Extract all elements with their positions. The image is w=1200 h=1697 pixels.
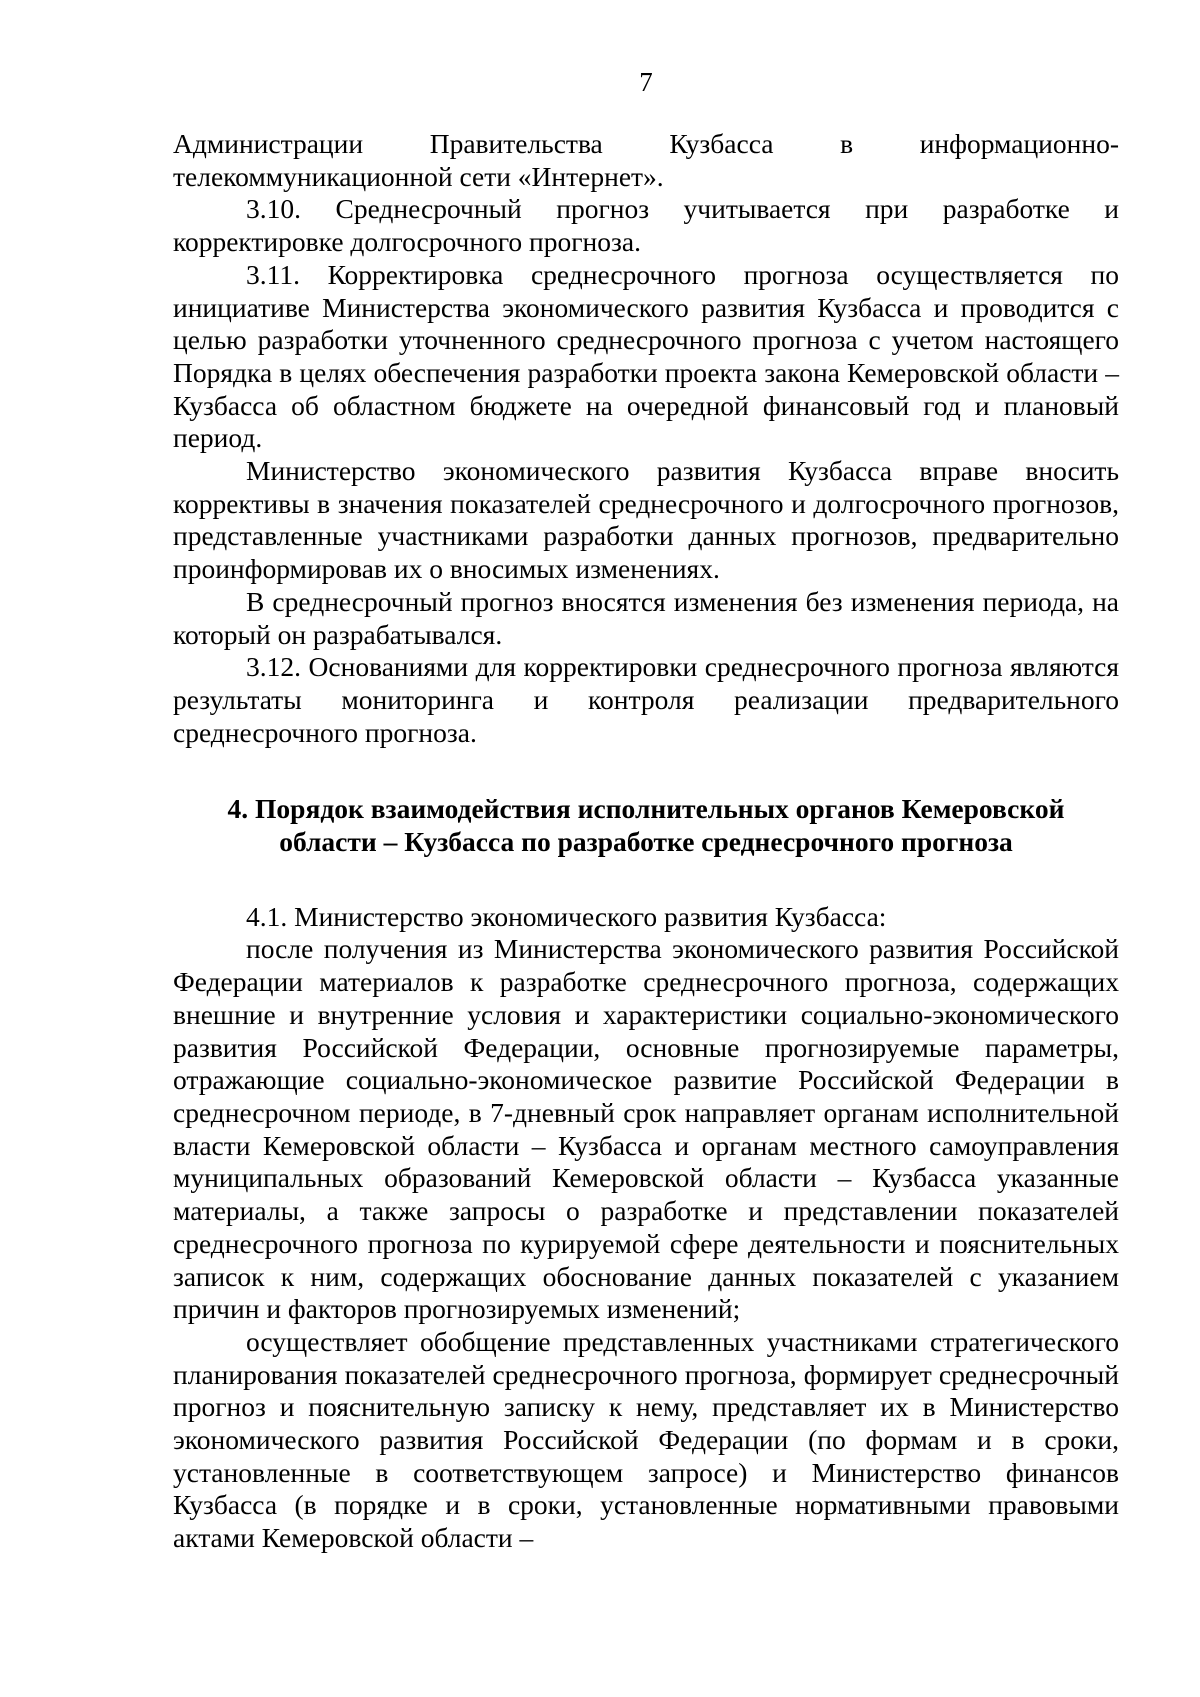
paragraph-summarizes: осуществляет обобщение представленных участниками стратегического планирования показателей среднесрочного прогноза, формирует среднесрочный прогноз и пояснительную записку к нему, представляет их в Министерство экономического развития Российской Федерации (по формам и в сроки, установленные в соответствующем запросе) и Министерство финансов Кузбасса (в порядке и в сроки, установленные нормативными правовыми актами Кемеровской области –	[173, 1325, 1119, 1554]
paragraph-ministry-corrections: Министерство экономического развития Кузбасса вправе вносить коррективы в значения показателей среднесрочного и долгосрочного прогнозов, представленные участниками разработки данных прогнозов, предварительно проинформировав их о вносимых изменениях.	[173, 455, 1119, 585]
paragraph-intro-continuation: Администрации Правительства Кузбасса в информационно-телекоммуникационной сети «Интернет».	[173, 128, 1119, 192]
paragraph-3-11: 3.11. Корректировка среднесрочного прогноза осуществляется по инициативе Министерства экономического развития Кузбасса и проводится с целью разработки уточненного среднесрочного прогноза с учетом настоящего Порядка в целях обеспечения разработки проекта закона Кемеровской области – Кузбасса об областном бюджете на очередной финансовый год и плановый период.	[173, 258, 1119, 454]
document-body	[173, 128, 1119, 1555]
page-number: 7	[639, 67, 653, 97]
paragraph-3-12: 3.12. Основаниями для корректировки среднесрочного прогноза являются результаты мониторинга и контроля реализации предварительного среднесрочного прогноза.	[173, 651, 1119, 748]
section-heading-line-1: 4. Порядок взаимодействия исполнительных органов Кемеровской	[227, 793, 1065, 825]
paragraph-4-1: 4.1. Министерство экономического развития Кузбасса:	[246, 900, 887, 932]
paragraph-after-receipt: после получения из Министерства экономического развития Российской Федерации материалов к разработке среднесрочного прогноза, содержащих внешние и внутренние условия и характеристики социально-экономического развития Российской Федерации, основные прогнозируемые параметры, отражающие социально-экономическое развитие Российской Федерации в среднесрочном периоде, в 7-дневный срок направляет органам исполнительной власти Кемеровской области – Кузбасса и органам местного самоуправления муниципальных образований Кемеровской области – Кузбасса указанные материалы, а также запросы о разработке и представлении показателей среднесрочного прогноза по курируемой сфере деятельности и пояснительных записок к ним, содержащих обоснование данных показателей с указанием причин и факторов прогнозируемых изменений;	[173, 933, 1119, 1325]
paragraph-period-changes: В среднесрочный прогноз вносятся изменения без изменения периода, на который он разрабатывался.	[173, 585, 1119, 650]
section-heading-line-2: области – Кузбасса по разработке среднесрочного прогноза	[279, 826, 1013, 858]
section-heading	[173, 793, 1119, 858]
paragraph-3-10: 3.10. Среднесрочный прогноз учитывается при разработке и корректировке долгосрочного прогноза.	[173, 193, 1119, 258]
